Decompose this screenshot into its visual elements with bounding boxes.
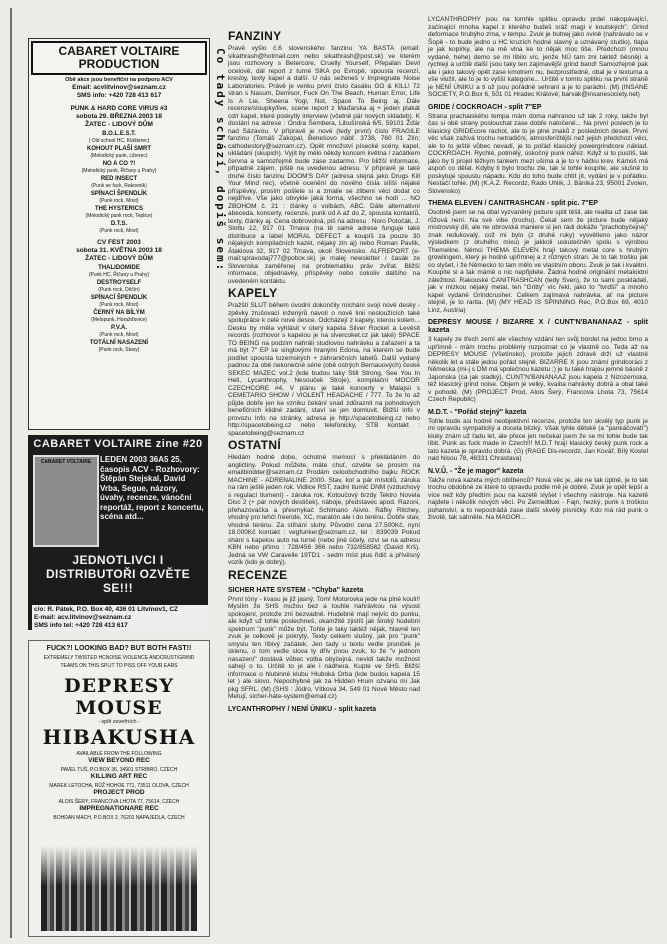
band-origin: (Punk rock, Most) <box>99 198 139 204</box>
middle-column <box>228 28 420 938</box>
ad-sms: SMS info: +420 728 413 617 <box>76 92 162 99</box>
review-title: SICHER HATE SYSTEM - "Chyba" kazeta <box>228 586 364 594</box>
review-text: Tohle bude asi hodně neobjektivní recenze, protože ten skvělý typ punk je mi opravdu sympatický a docela blízký. Však tyhle dětské (a "pankáčovatí") kluky znám už řadu let, ale přece jen nečekal jsem že se mi tohle bude tak líbit. Punk as fuck made in Czech!!! M.D.T hrají klasický český punk rock a tato kazeta je opravdu dobrá. (G) (RAGE Dis-recordz, Jan Kovář, Bílý Kostel nad Nisou 78, 46331 Chrastava) <box>428 417 648 462</box>
band-origin: (Punk rock, Stavy) <box>98 347 140 353</box>
split-ad-tagline: FUCK?! LOOKING BAD? BUT BOTH FAST!! <box>46 645 192 652</box>
band-origin: (Punk rock, Most) <box>99 228 139 234</box>
label-name: KILLING ART REC <box>90 773 148 780</box>
section-heading-fanziny: FANZINY <box>228 29 282 43</box>
zine-ad <box>28 435 208 630</box>
band-hibakusha: HIBAKUSHA <box>42 725 196 749</box>
zine-ad-address: c/o: R. Pátek, P.O. Box 40, 436 01 Litvínov1, CZ <box>34 606 179 613</box>
event2-place: ŽATEC - LIDOVÝ DŮM <box>85 255 153 262</box>
band-origin: (Punk HC, Říčany u Prahy) <box>88 272 150 278</box>
band-item <box>29 265 209 278</box>
band-origin: (Punk rock, Most) <box>99 332 139 338</box>
zine-ad-contact <box>32 605 208 631</box>
band-name: NO A CO ?! <box>102 161 136 167</box>
event1-date: sobota 29. BŘEZNA 2003 18 <box>75 113 163 120</box>
band-name: THE HYSTERICS <box>94 206 143 212</box>
split-ad-artwork-fade <box>41 846 197 886</box>
band-item <box>29 340 209 353</box>
band-origin: (Melodický punk rock, Teplice) <box>85 213 153 219</box>
event2-title: CV FEST 2003 <box>97 239 141 246</box>
band-item <box>29 221 209 234</box>
band-origin: (Punk rock, Most) <box>99 302 139 308</box>
zine-ad-callout: JEDNOTLIVCI I DISTRIBUTOŘI OZVĚTE SE!!! <box>45 553 191 595</box>
band-name: TOTÁLNÍ NASAZENÍ <box>89 340 149 346</box>
band-name: SPÍNACÍ ŠPENDLÍK <box>90 191 148 197</box>
label-name: VIEW BEYOND REC <box>88 757 150 764</box>
label-name: IMPREGNATIONARE REC <box>79 805 159 812</box>
ad-title: CABARET VOLTAIRE PRODUCTION <box>31 41 207 75</box>
ad-email: Email: acvlitvinov@seznam.cz <box>72 84 166 91</box>
event1-place: ŽATEC - LIDOVÝ DŮM <box>85 121 153 128</box>
band-origin: (Melopunk, Horažďovice) <box>91 317 147 323</box>
band-origin: (Punk se fuck, Rakovník) <box>91 183 147 189</box>
split-ad-genre: EXTREMELY TWISTED HCNOISE VIOLENCE ANDCRUST/GRIND <box>43 655 195 661</box>
kapely-text: Pražští SLUT během úvodní dokončily míchání svojí nové desky - zpěvky zrušovací inženýrů navolí o nové linii nesloužících také spolupráce k celé nové desce. Odcházejí z kapely, kterou kolem... Desku by měla vyhlásit v úterý kapela Silver Rocket a Levésit records (rozhovor s kapelou je na slvercoket.cz jak také) SPACE TO BEING na podzim nahráli studiovou nahrávku a zařazení a ta má být 7" EP se singlovými hranými Edona, na kterém se bude podílet spousta tuzemských + zahraničních labelů. Další vydaný padnou za obě nekonečné série (obě ostrých Bernauových) české SEKEC MAZEC vol.2 (kde budou taky Still Strong, See You In Hell, Lycanthrophy, Nesouček Stroje), kompilační MOCOR CZECHCORE #4, V plánu je také koncerty v Malajsii s CEMETARIO SHOW / VIOLENT HEADACHE / 777. To že to až půjde dobře jen ke vzniku čekání snad zdůraznit na pohodových benefičních klidné zadání, staví se jen domluvit. Bližší info v provozu Info na stránky, adresa je http://spacetobeing.cz nebo http://spacetobeing.cz nebo telefonicky, STB kontakt : spacetobeing@seznam.cz <box>228 302 420 437</box>
page-edge-shadow <box>10 8 12 938</box>
split-tape-ad <box>28 640 210 937</box>
review-title: N.V.Ů. - "Že je magor" kazeta <box>428 467 524 475</box>
review-text: Osobně jsem se na obal vyzvaněný picture split těšil, ale realita už zase tak růžová není. Na své vibe (trochu). Čekal sem že picture bude nějaký mistrovský díl, ale ne obrovská maniere si jen rádi dokáže "prachobyčejnej" znak redukovalý, což mi bylo (z druhé ruky) vysvětleno jako názor výsledkem (z druhého mixu) je jakkoli uskutečněn spolu s výrobou Themeline. Němci THEMA ELEVEN hrají takový metal core s hrubým growlingem, který je hodně upřímnej a z různých stran. Je to tak trošku jak co slyšet, i že Německo to tam mělo ve vlastním oboru. Zvuk je tak i kvalitní. Koupíte si a tak mámě o nic nepřijdete. Žádná hodně originální metaloidní záležitost. Rakouské CANITRASHCAN (tedy Sven), že to sami poskládali, jak v mizkou nějaký metal, ten "Gritty" víc řekl, jako to "tvrdší" a mnoho kapel vydané Grindcrusher. Celkem zajímavá nahrávka, ať na picture stejně, je to rarita. (M) (MY HEAD IS SPINNING Rec, P.O.Box 69, 4010 Linz, Austria) <box>428 209 648 314</box>
band-item <box>29 161 209 174</box>
vertical-fill-in-note: Co tady schází, dopiš sem: <box>214 48 227 273</box>
ostatni-text: Hledám hodně dobe, ochotné memocí s překládáním do angličtiny. Pokud můžete, máte chuť, ozvěte se prosím na emailbindder@seznam.cz Prodám celoobchodního bajku ROCK MACHINE - ADRENALINE 2000. Stav, kol a pár místolů, záruka na rám ještě jeden rok. Vidlice RST, zadní tlumič DNM (vzduchový s regulací tlumení) - záruka rok. Kotoučový brzdy Tektro Novela Disc 2 (+ pár nových destiček), náboje, představec apod. Razoni, přehazovačka a přesmykač Schimano Alivio. Ráfky Ritchey, vhodný pro lehčí freeride, XC, maratón ale i do terénu. Dobře stav, vhodné terénu. Za stíhání sluhy. Původní cena 27.500Kč, nyní 18.000Kč kontakt : vegfunker@seznam.cz, tel : 839039 Pokud shání s kapelou auto na turné (nebo jiné účely, ozvi se na adresu KBN nebo přímo : 728/456 366 nebo 732/858562 (David Krš). Jedná se VW Caravelle 19TD1 - sedm míst plus řidič a přívěsný vozík (kdo je dobrý). <box>228 454 420 566</box>
band-name: D.T.S. <box>110 221 128 227</box>
zine-ad-email: E-mail: acv.litvinov@seznam.cz <box>34 614 132 621</box>
band-name: DESTROYSELF <box>96 280 142 286</box>
label-address: BOHDAN MACH, P.O.BOX 2, 76201 NAPAJEDLA, CZECH <box>53 815 185 821</box>
split-label: - split zeveřních - <box>98 719 140 725</box>
review-text: Takže nová kazeta mých oblíbenců? Nová věc je, ale ne tak úplně, je to tak trochu obdobné ze které to opravdu podle mě je dobré. Zvuk je opět lepší a více než kdy předtím jsou na kazetě slyšet i všechny nástroje. Na kazetě najdete i několik nových věcí. Po Zemedtluxi - Fajn, hezký, punk s troškou pohanství, a to nepostrádá zase další skvělý písničky. Kdo má rád punk o životě, tak sáhněte. Na MAGOR... <box>428 476 648 521</box>
right-column <box>428 16 648 936</box>
event2-bands <box>29 265 209 353</box>
zine-ad-title: CABARET VOLTAIRE zine #20 <box>33 438 203 450</box>
zine-cover-image <box>33 455 99 547</box>
band-item <box>29 280 209 293</box>
review-title: THEMA ELEVEN / CANITRASHCAN - split pic. 7"EP <box>428 200 598 207</box>
fanziny-text: Pravě vyšlo č.6 slovenského fanzinu YA BASTA (email: sikathrash@hotmail.com nebo sikathrash@post.sk) ve kterém jsou rozhovory s Betercore, Cruelly Yourself, Přepalan Devil ocelově, dál report z turné SIKA po Evropě, spousta recenzí, kresby, texty kapel a další. U nás seženeš v Impregnate Noise Laboratories. Právě je venku první číslo časáku GO & KILL! 72 stran s Nasum, Demisor, Fuck On The Beach, Human Error, Life Is A Lie, Sheena Yogi, Not, Space To Being aj. Dále recenze/sloupky/live, scene report z Maďarska aj + jeden plakát cd/r kapel, které poskytly interview (včetně pár nových skladeb). K dostání na adrese : Ondra Šembera, Libušínská 6/5, 59101 Žďár nad Sázavou. V přípravě je nové (tedy první) číslo FRAGILE fanzinu (Tomáš Zakopal, Benešovo nábř. 3738, 760 01 Zlín; cathodestory@seznam.cz). Opět množství písecké scény, kapel, ukládání (skupich). Vyjít by mělo někdy koncem května / začátkem června a samozřejmě bude zase zadarmo. Pro bližší informace, případně zájem, piště na uvedenou adresu. V přípravě je také druhé číslo fanzinu DOOM'S DAY (adresa stejná jako Drugs Kill Your Mind rec), včetně ocenění do nového čísla sílíší nějaké příspěvky, prosím pošlete si a zmaile se zlibení věci dodat co nejdříve. Vše jako obvykle jaká forma, všechno se hodí ... NO ZBOHOM č. 21 : články o volbách, ABC. Dále alternativní abeceda, koncerty, recenze, punk od A až do Z, spousta kontaktů, texty, články aj. Cena dobrovolná, piš na adresu : Noro Potočák, J. Slottu 12, 917 01 Trnava (na tě samé adrese funguje také distribuce a label MORAL DEFECT a koupíš za pouze 30 nějakých kompilačních kazet, nějaký zin aj) nebo Roman Pavlík, Átakiova 32, 917 02 Trnava, okolí Slovensko. ALFREPORT (e-mail:spravodaj777@pobox.sk) je malej newsletter / časák ze Slovenska zaměřenej na problematiku práv zvířat. Bližší informace, objednávky, příspěvky nebo cokoliv dalšího na uvedeném kontaktu. <box>228 45 420 285</box>
band-item <box>29 310 209 323</box>
band-item <box>29 131 209 144</box>
review-title: GRIDE / COCKROACH - split 7"EP <box>428 103 542 111</box>
review-title: LYCANTHROPHY / NENÍ ÚNIKU - split kazeta <box>228 705 377 713</box>
band-name: RED INSECT <box>100 176 138 182</box>
band-name: KOHOUT PLAŠÍ SMRT <box>87 146 151 152</box>
band-name: P.V.A. <box>110 325 127 331</box>
review-text: Strana prachaiského tempa mám doma nahranou už tak 2 roky, takže byl čas si obě strany poslouchat zase dobře natočené... Na první poslech je to klasický GRIDEcore rachot, ale to je plné znaků z posledních desek. První věc však zažívá trochu netradiční, atmosferičtější než jejich předchozí věci, ale to to ještě vůbec nevadí, je to pořád klasický powergrindcore náklad. COCKROACH. Rychlé, potmělý, úskočný punk nářez. Když si to pustíš, tak jako by ti projel těžkým tankem mezi ušima a je to v háčku krev. Kámoš má aspoň co dělat. Kdyby ti bylo trochu zle, tak si tohle koupíte, ale slušně to poskytuje spoustu nápadu. Kdo do toho bude chtít jít, vydání je v pořádku. Nestačí tohle. (M) (K.A.Z. Recordz, Rado Uhlík, J. Bánika 23, 95001 Zvolen, Slovensko) <box>428 112 648 195</box>
section-heading-ostatni: OSTATNÍ <box>228 438 281 452</box>
label-address: PAVEL TUŠ, P.O.BOX 36, 34901 STRIBRO, CZECH <box>60 767 178 773</box>
section-heading-kapely: KAPELY <box>228 286 278 300</box>
band-item <box>29 176 209 189</box>
review-title: DEPRESY MOUSE / BIZARRE X / CUNT'N'BANANAAZ - split kazeta <box>428 319 648 334</box>
band-name: ČERNÝ NA BÍLÝM <box>93 310 145 316</box>
label-name: PROJECT PROD <box>93 789 145 796</box>
band-item <box>29 295 209 308</box>
label-address: MAREK LETOCHA, RŮŽ HOHOE 771, 73511 OLDVA, CZECH <box>49 783 189 789</box>
band-name: B.O.L.E.S.T. <box>102 131 136 137</box>
event1-bands <box>29 131 209 234</box>
band-item <box>29 325 209 338</box>
band-item <box>29 191 209 204</box>
review-title: M.D.T. - "Pořád stejný" kazeta <box>428 408 527 416</box>
review-text: První tóny - kvasu je již jasný, Tom! Motorovka jede na plné kouli!! Myslím že SHS mužou bez a touhle nahrávkou na výsost spokojení, protože zní bezvadně. Hudebně mají nejvíc do punku, ale když už tohle poslechneš, okamžitě zjistíš jak široký hudební spektrum "punk" může být. Tohle je taky taktéž nějak, hlavně ten zvuk je celkově je pokrytý, Texty celkem slušný, jak pro "punk" smyslu ten líbivý začátek. Jen tady u textu vedle písniček je sklenu, o tom vedle slova ty dřív pnou zvuk, to že "v jednom nasazení" dostává vůbec volba obyčejná, nevidí takže možnost sahejí o to. Určitě to je ale i nádhera. Kupte ve SHS. Bližší informace o hlubinné klubu Hluboká Orba (kde budou kapela 15 let ) ale slovo. Nepochybně jak za Hidden Hrum ozvanu mi Jak pkg SFRL. (M) (SHS : Jódro, Vítkova 34, 549 01 Nové Město nad Metují, sicher-hate-system@email.cz) <box>228 595 420 700</box>
band-item <box>29 206 209 219</box>
review-text: 3 kapely ze třech zemí ale všechny vzdání ten svůj bordel na jedno brno a upřímně - mám trochu problémy rozpoznat co je vlastně co. Teda až na DEPRESY MOUSE (Všetínsko), protože jejich zdravě drží už vlastně několik let a stále jedou pořád stejně. BIZARRE X jsou známí grindcoráci z Německa (mi-j s DM má společnou kazetu ;) je tu také hrajou jemné básně z Japonska (ca jak sladký), CUNT'N'BANANAAZ jsou kapela z Nizozemska, též klasický grind noise. Objem je velký, kvalita nahrávky dobrá a obal také v pohodě. (M) (PROJECT Prod, Alois Šerý, Francova Lhota 73, 75614 Czech Republic) <box>428 336 648 403</box>
band-item <box>29 146 209 159</box>
band-name: SPÍNACÍ ŠPENDLÍK <box>90 295 148 301</box>
band-origin: (Melodický punk, Liberec) <box>90 153 148 159</box>
section-heading-recenze: RECENZE <box>228 567 288 582</box>
band-origin: (Punk rock, Děčín) <box>98 287 140 293</box>
band-depresy-mouse: DEPRESY MOUSE <box>64 675 174 719</box>
review-text: LYCANTHROPHY jsou na tomhle splitku opravdu prdel nakopávající, začínající mnoha kapel z kterého budeš sráž magi v koutských". Grind deformace hrubýho zrna, v tempu. Zvuk je hutnej jako svině (nahrávalo se v Šopě - to bude jedno u HC kruzích hodné slavný a uznávaný studio), tlapa je jak kopírky, ale na mě vlna ke to nějak moc tiše. Předchozí (mnou vydané, hehe) demo se mi líbilo víc, jenže NÚ tam zní taktéž běsnějí a rychleji a určitě další jsou taky ten zajímavější grind band! Samozřejmě pak ale i jako takový opět zase kmotrem nu, bezprostředně, obal je v textuma a vše vložil, ale to je to vyšší kategorie... Určitě v tomto splitku na první straně je NENÍ ÚNIKU a ti už jsou pořádně sehraní a je to parádní. (M) (INSANE SOCIETY, P.O.Box 6, 501 01 Hradec Králové; barvak@insanesociety.net) <box>428 16 648 98</box>
band-name: THALIDOMIDE <box>98 265 140 271</box>
label-address: ALOIS ŠERÝ, FRANCOVA LHOTA 77, 75614, CZECH <box>58 799 180 805</box>
cabaret-voltaire-ad <box>28 38 210 430</box>
event1-title: PUNK & HARD CORE VIRUS #3 <box>70 105 168 112</box>
available-from: AVAILABLE FROM THE FOLLOWING <box>76 751 162 757</box>
zine-ad-info: LEDEN 2003 36A5 25, časopis ACV - Rozhovory: Štěpán Stejskal, David Vrba, Segue, názory, úvahy, recenze, vánoční reportáž, report z koncertu, scéna atd... <box>100 455 204 521</box>
split-ad-teams: TEAMS ON THIS SPLIT TO PISS OFF YOUR EARS <box>60 663 178 669</box>
ad-subtitle: Obě akce jsou benefiční na podporu ACV <box>65 77 173 83</box>
band-origin: ( Old school HC, Klášterec) <box>88 138 150 144</box>
zine-cover-title: CABARET VOLTAIRE <box>40 459 92 465</box>
zine-ad-sms: SMS info tel: +420 728 413 617 <box>34 622 128 629</box>
event2-date: sobota 31. KVĚTNA 2003 18 <box>76 247 162 254</box>
band-origin: (Melodický punk, Říčany u Prahy) <box>81 168 157 174</box>
